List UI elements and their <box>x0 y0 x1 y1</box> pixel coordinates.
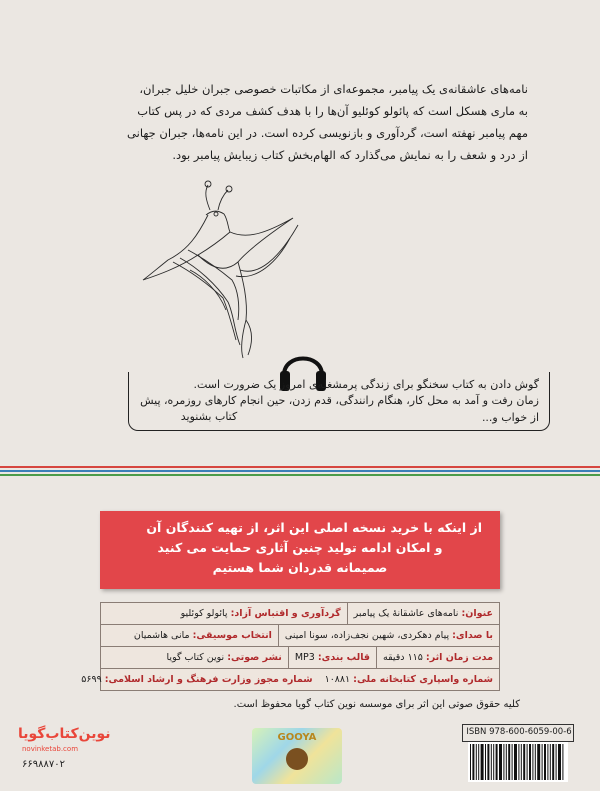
stripe-red <box>0 466 600 468</box>
barcode-icon <box>468 742 568 782</box>
stripe-green <box>0 474 600 476</box>
info-label: انتخاب موسیقی: <box>192 630 272 641</box>
info-value: نوین کتاب گویا <box>166 652 225 663</box>
book-icon <box>286 748 308 770</box>
publisher-website: novinketab.com <box>22 745 79 753</box>
support-line: از اینکه با خرید نسخه اصلی این اثر، از تهیه کنندگان آن <box>146 520 482 535</box>
intro-line: مهم پیامبر نهفته است، گردآوری و بازنویسی کرده است. در این نامه‌ها، جبران جهانی <box>127 126 528 140</box>
info-label: گردآوری و اقتباس آزاد: <box>230 608 341 619</box>
info-value: ۱۱۵ دقیقه <box>383 652 423 663</box>
info-row <box>100 625 500 647</box>
info-label: با صدای: <box>452 630 493 641</box>
info-label: نشر صوتی: <box>227 652 282 663</box>
intro-paragraph <box>118 78 528 166</box>
info-row <box>100 647 500 669</box>
support-message-box <box>100 511 500 589</box>
hologram-text: GOOYA <box>277 732 317 743</box>
intro-line: از درد و شعف را به نمایش می‌گذارد که الهام‌بخش کتاب زیبایش پیامبر بود. <box>172 148 528 162</box>
info-row <box>100 602 500 625</box>
info-label: شماره مجوز وزارت فرهنگ و ارشاد اسلامی: <box>104 674 313 685</box>
isbn-text: ISBN 978-600-6059-00-6 <box>466 727 572 737</box>
info-value: مانی هاشمیان <box>133 630 190 641</box>
hologram-sticker <box>252 728 342 784</box>
info-value: نامه‌های عاشقانهٔ یک پیامبر <box>353 608 459 619</box>
info-row <box>81 669 500 691</box>
info-value: MP3 <box>294 652 315 663</box>
info-label: مدت زمان اثر: <box>425 652 493 663</box>
support-line: و امکان ادامه تولید چنین آثاری حمایت می کنید <box>157 540 443 555</box>
intro-line: به ماری هسکل است که پائولو کوئلیو آن‌ها را با هدف کشف مردی که در پس کتاب <box>137 104 528 118</box>
publisher-phone: ۶۶۹۸۸۷۰۲ <box>22 759 65 770</box>
copyright-notice: کلیه حقوق صوتی این اثر برای موسسه نوین کتاب گویا محفوظ است. <box>233 699 520 710</box>
info-value: ۵۶۹۹ <box>81 674 102 685</box>
info-label: قالب بندی: <box>317 652 370 663</box>
listen-line: زمان رفت و آمد به محل کار، هنگام رانندگی، قدم زدن، حین انجام کارهای روزمره، پیش از خواب و... <box>140 394 539 424</box>
stripe-blue <box>0 470 600 472</box>
listen-line: گوش دادن به کتاب سخنگو برای زندگی پرمشغله‌ی امروز یک ضرورت است. <box>193 378 539 391</box>
info-value: پیام دهکردی، شهین نجف‌زاده، سونا امینی <box>284 630 450 641</box>
info-value: ۱۰۸۸۱ <box>324 674 351 685</box>
intro-line: نامه‌های عاشقانه‌ی یک پیامبر، مجموعه‌ای از مکاتبات خصوصی جبران خلیل جبران، <box>139 82 528 96</box>
publisher-logo-text: نوین‌کتاب‌گویا <box>18 726 111 742</box>
listen-line: کتاب بشنوید <box>180 410 238 423</box>
audiobook-info-box <box>128 372 550 431</box>
info-label: شماره واسپاری کتابخانه ملی: <box>353 674 493 685</box>
book-info-table <box>81 602 500 691</box>
info-label: عنوان: <box>461 608 493 619</box>
color-stripes <box>0 466 600 480</box>
info-value: پائولو کوئلیو <box>180 608 228 619</box>
support-line: صمیمانه قدردان شما هستیم <box>212 560 388 575</box>
